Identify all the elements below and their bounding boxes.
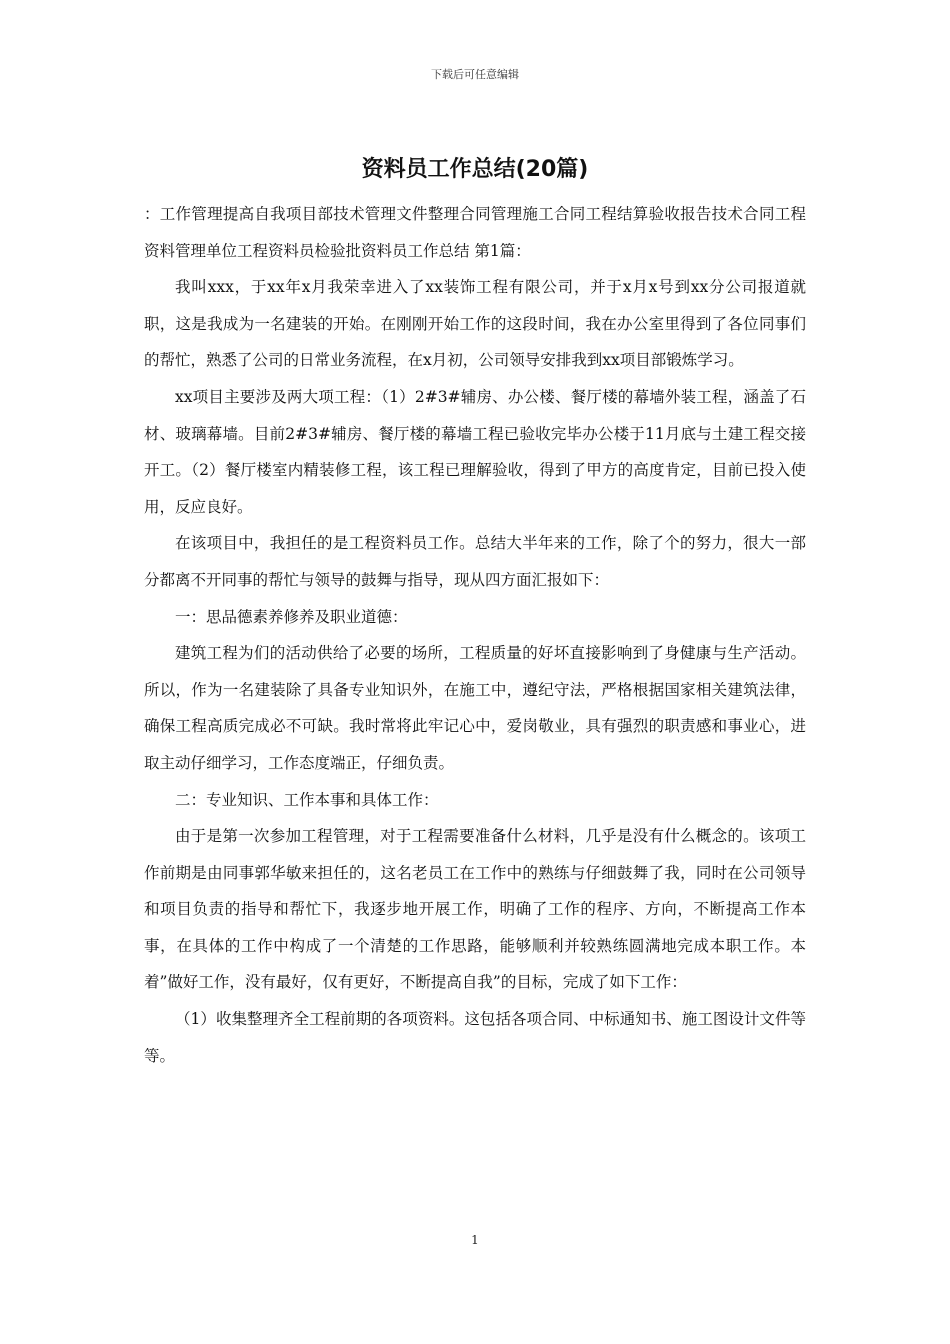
document-body — [144, 196, 806, 1074]
section-heading-ethics: 一：思品德素养修养及职业道德： — [175, 607, 408, 626]
paragraph-ethics: 建筑工程为们的活动供给了必要的场所，工程质量的好坏直接影响到了身健康与生产活动。所以，作为一名建装除了具备专业知识外，在施工中，遵纪守法，严格根据国家相关建筑法律，确保工程高质完成必不可缺。我时常将此牢记心中，爱岗敬业，具有强烈的职责感和事业心，进取主动仔细学习，工作态度端正，仔细负责。 — [144, 644, 806, 772]
list-item-1: （1）收集整理齐全工程前期的各项资料。这包括各项合同、中标通知书、施工图设计文件等等。 — [144, 1010, 806, 1065]
paragraph-project-scope: xx项目主要涉及两大项工程：（1）2#3#辅房、办公楼、餐厅楼的幕墙外装工程，涵盖了石材、玻璃幕墙。目前2#3#辅房、餐厅楼的幕墙工程已验收完毕办公楼于11月底与土建工程交接开工。（2）餐厅楼室内精装修工程，该工程已理解验收，得到了甲方的高度肯定，目前已投入使用，反应良好。 — [144, 387, 806, 516]
paragraph-intro: 我叫xxx，于xx年x月我荣幸进入了xx装饰工程有限公司，并于x月x号到xx分公司报道就职，这是我成为一名建装的开始。在刚刚开始工作的这段时间，我在办公室里得到了各位同事们的帮忙，熟悉了公司的日常业务流程，在x月初，公司领导安排我到xx项目部锻炼学习。 — [144, 278, 806, 370]
paragraph-role: 在该项目中，我担任的是工程资料员工作。总结大半年来的工作，除了个的努力，很大一部分都离不开同事的帮忙与领导的鼓舞与指导，现从四方面汇报如下： — [144, 534, 806, 589]
header-note: 下载后可任意编辑 — [431, 68, 519, 81]
keywords-line: ：工作管理提高自我项目部技术管理文件整理合同管理施工合同工程结算验收报告技术合同工程资料管理单位工程资料员检验批资料员工作总结 第1篇： — [144, 205, 806, 260]
page-number: 1 — [471, 1233, 479, 1247]
section-heading-skills: 二：专业知识、工作本事和具体工作： — [175, 790, 439, 809]
document-title: 资料员工作总结(20篇) — [361, 157, 589, 182]
paragraph-skills: 由于是第一次参加工程管理，对于工程需要准备什么材料，几乎是没有什么概念的。该项工作前期是由同事郭华敏来担任的，这名老员工在工作中的熟练与仔细鼓舞了我，同时在公司领导和项目负责的指导和帮忙下，我逐步地开展工作，明确了工作的程序、方向，不断提高工作本事，在具体的工作中构成了一个清楚的工作思路，能够顺利并较熟练圆满地完成本职工作。本着”做好工作，没有最好，仅有更好，不断提高自我”的目标，完成了如下工作： — [144, 827, 806, 992]
